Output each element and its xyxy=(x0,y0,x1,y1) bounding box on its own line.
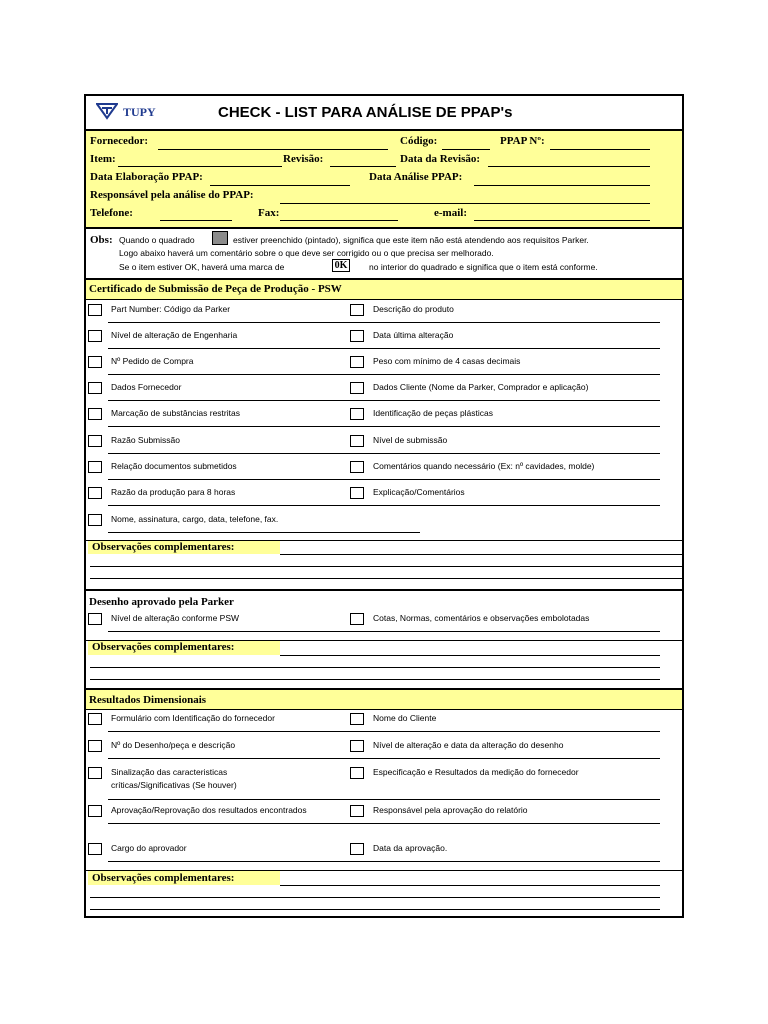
checklist-item-underline xyxy=(370,861,660,862)
checkbox[interactable] xyxy=(88,435,102,447)
data-revisao-label: Data da Revisão: xyxy=(400,153,481,165)
telefone-label: Telefone: xyxy=(90,207,133,219)
email-field[interactable] xyxy=(474,220,650,221)
tupy-logo xyxy=(96,102,156,122)
codigo-label: Código: xyxy=(400,135,438,147)
checklist-item-underline xyxy=(370,758,660,759)
checkbox[interactable] xyxy=(350,382,364,394)
checkbox[interactable] xyxy=(88,740,102,752)
responsavel-field[interactable] xyxy=(280,203,650,204)
checklist-item-label: Especificação e Resultados da medição do fornecedor xyxy=(373,767,579,777)
codigo-field[interactable] xyxy=(442,149,490,150)
checklist-item-label: Nível de alteração conforme PSW xyxy=(111,613,240,623)
ppap-no-label: PPAP Nº: xyxy=(500,135,545,147)
fax-label: Fax: xyxy=(258,207,280,219)
drawing-obs-label: Observações complementares: xyxy=(92,641,235,653)
checklist-item-label: Nome, assinatura, cargo, data, telefone, fax. xyxy=(111,514,279,524)
checkbox[interactable] xyxy=(350,461,364,473)
responsavel-label: Responsável pela análise do PPAP: xyxy=(90,189,254,201)
checklist-item-label: Cotas, Normas, comentários e observações embolotadas xyxy=(373,613,590,623)
ppap-no-field[interactable] xyxy=(550,149,650,150)
tupy-logo-icon xyxy=(96,102,118,120)
checkbox[interactable] xyxy=(88,613,102,625)
data-revisao-field[interactable] xyxy=(488,166,650,167)
checklist-item-underline xyxy=(370,453,660,454)
data-elaboracao-field[interactable] xyxy=(210,185,350,186)
checkbox[interactable] xyxy=(350,304,364,316)
checkbox[interactable] xyxy=(350,356,364,368)
filled-box-example xyxy=(212,231,228,245)
checkbox[interactable] xyxy=(88,330,102,342)
checklist-item-label: Razão Submissão xyxy=(111,435,180,445)
checkbox[interactable] xyxy=(88,304,102,316)
telefone-field[interactable] xyxy=(160,220,232,221)
checkbox[interactable] xyxy=(350,613,364,625)
notes-line2: Logo abaixo haverá um comentário sobre o que deve ser corrigido ou o que precisa ser melhorado. xyxy=(119,248,494,258)
checkbox[interactable] xyxy=(350,330,364,342)
checklist-item-label: Relação documentos submetidos xyxy=(111,461,237,471)
checkbox[interactable] xyxy=(350,408,364,420)
checklist-item-label: Data da aprovação. xyxy=(373,843,448,853)
checklist-item-label: Dados Cliente (Nome da Parker, Comprador e aplicação) xyxy=(373,382,589,392)
checklist-item-underline xyxy=(370,505,660,506)
data-analise-field[interactable] xyxy=(474,185,650,186)
checklist-item-label: Nível de submissão xyxy=(373,435,448,445)
revisao-field[interactable] xyxy=(330,166,396,167)
checklist-item-underline xyxy=(108,532,420,533)
checklist-item-label: Nome do Cliente xyxy=(373,713,437,723)
data-analise-label: Data Análise PPAP: xyxy=(369,171,463,183)
checkbox[interactable] xyxy=(350,843,364,855)
checkbox[interactable] xyxy=(88,356,102,368)
checkbox[interactable] xyxy=(350,713,364,725)
revisao-label: Revisão: xyxy=(283,153,324,165)
notes-line1-a: Quando o quadrado xyxy=(119,235,195,245)
checkbox[interactable] xyxy=(350,805,364,817)
checkbox[interactable] xyxy=(350,435,364,447)
checklist-item-label: Comentários quando necessário (Ex: nº cavidades, molde) xyxy=(373,461,595,471)
checklist-item-underline xyxy=(370,631,660,632)
checklist-item-label: Cargo do aprovador xyxy=(111,843,187,853)
checkbox[interactable] xyxy=(88,461,102,473)
checklist-item-label: Descrição do produto xyxy=(373,304,454,314)
checklist-item-label: Dados Fornecedor xyxy=(111,382,182,392)
checklist-item-label: Nº Pedido de Compra xyxy=(111,356,194,366)
checklist-item-label: Data última alteração xyxy=(373,330,454,340)
checkbox[interactable] xyxy=(88,767,102,779)
dimensional-left-item-3-line2: críticas/Significativas (Se houver) xyxy=(111,780,237,790)
checklist-item-label: Aprovação/Reprovação dos resultados encontrados xyxy=(111,805,307,815)
notes-line3-a: Se o item estiver OK, haverá uma marca de xyxy=(119,262,285,272)
checklist-item-label: Nível de alteração de Engenharia xyxy=(111,330,238,340)
psw-title: Certificado de Submissão de Peça de Produção - PSW xyxy=(89,283,342,295)
checklist-item-label: Part Number: Código da Parker xyxy=(111,304,231,314)
obs-label: Obs: xyxy=(90,234,113,246)
checkbox[interactable] xyxy=(88,382,102,394)
checkbox[interactable] xyxy=(88,408,102,420)
checkbox[interactable] xyxy=(88,514,102,526)
data-elaboracao-label: Data Elaboração PPAP: xyxy=(90,171,203,183)
checkbox[interactable] xyxy=(88,843,102,855)
tupy-logo-text: TUPY xyxy=(123,105,156,119)
checklist-item-underline xyxy=(370,823,660,824)
dimensional-obs-label: Observações complementares: xyxy=(92,872,235,884)
checkbox[interactable] xyxy=(350,740,364,752)
checklist-item-underline xyxy=(370,731,660,732)
notes-line3-b: no interior do quadrado e significa que o item está conforme. xyxy=(369,262,598,272)
notes-line1-b: estiver preenchido (pintado), significa que este item não está atendendo aos requisitos Parker. xyxy=(233,235,589,245)
checklist-item-label: Identificação de peças plásticas xyxy=(373,408,494,418)
psw-obs-label: Observações complementares: xyxy=(92,541,235,553)
checklist-item-label: Formulário com Identificação do fornecedor xyxy=(111,713,275,723)
checklist-item-label: Nº do Desenho/peça e descrição xyxy=(111,740,236,750)
checklist-item-underline xyxy=(370,400,660,401)
checklist-item-underline xyxy=(370,799,660,800)
checklist-item-label: Explicação/Comentários xyxy=(373,487,465,497)
checklist-item-underline xyxy=(370,348,660,349)
email-label: e-mail: xyxy=(434,207,467,219)
checkbox[interactable] xyxy=(88,487,102,499)
fornecedor-field[interactable] xyxy=(158,149,388,150)
checklist-item-underline xyxy=(370,479,660,480)
item-field[interactable] xyxy=(118,166,282,167)
item-label: Item: xyxy=(90,153,116,165)
checklist-item-underline xyxy=(370,322,660,323)
checkbox[interactable] xyxy=(350,767,364,779)
checklist-item-label: Responsável pela aprovação do relatório xyxy=(373,805,528,815)
checklist-item-label: Marcação de substâncias restritas xyxy=(111,408,240,418)
checklist-item-label: Peso com mínimo de 4 casas decimais xyxy=(373,356,521,366)
fornecedor-label: Fornecedor: xyxy=(90,135,149,147)
checklist-item-underline xyxy=(370,426,660,427)
checkbox[interactable] xyxy=(350,487,364,499)
ok-mark-example: 0K xyxy=(332,259,350,272)
dimensional-title: Resultados Dimensionais xyxy=(89,694,207,706)
checklist-item-label: Razão da produção para 8 horas xyxy=(111,487,236,497)
checklist-item-underline xyxy=(370,374,660,375)
checkbox[interactable] xyxy=(88,805,102,817)
checklist-item-label: Nível de alteração e data da alteração do desenho xyxy=(373,740,564,750)
fax-field[interactable] xyxy=(280,220,398,221)
page-title: CHECK - LIST PARA ANÁLISE DE PPAP's xyxy=(218,104,513,121)
checkbox[interactable] xyxy=(88,713,102,725)
drawing-title: Desenho aprovado pela Parker xyxy=(89,596,234,608)
checklist-item-label: Sinalização das caracteristicas xyxy=(111,767,228,777)
